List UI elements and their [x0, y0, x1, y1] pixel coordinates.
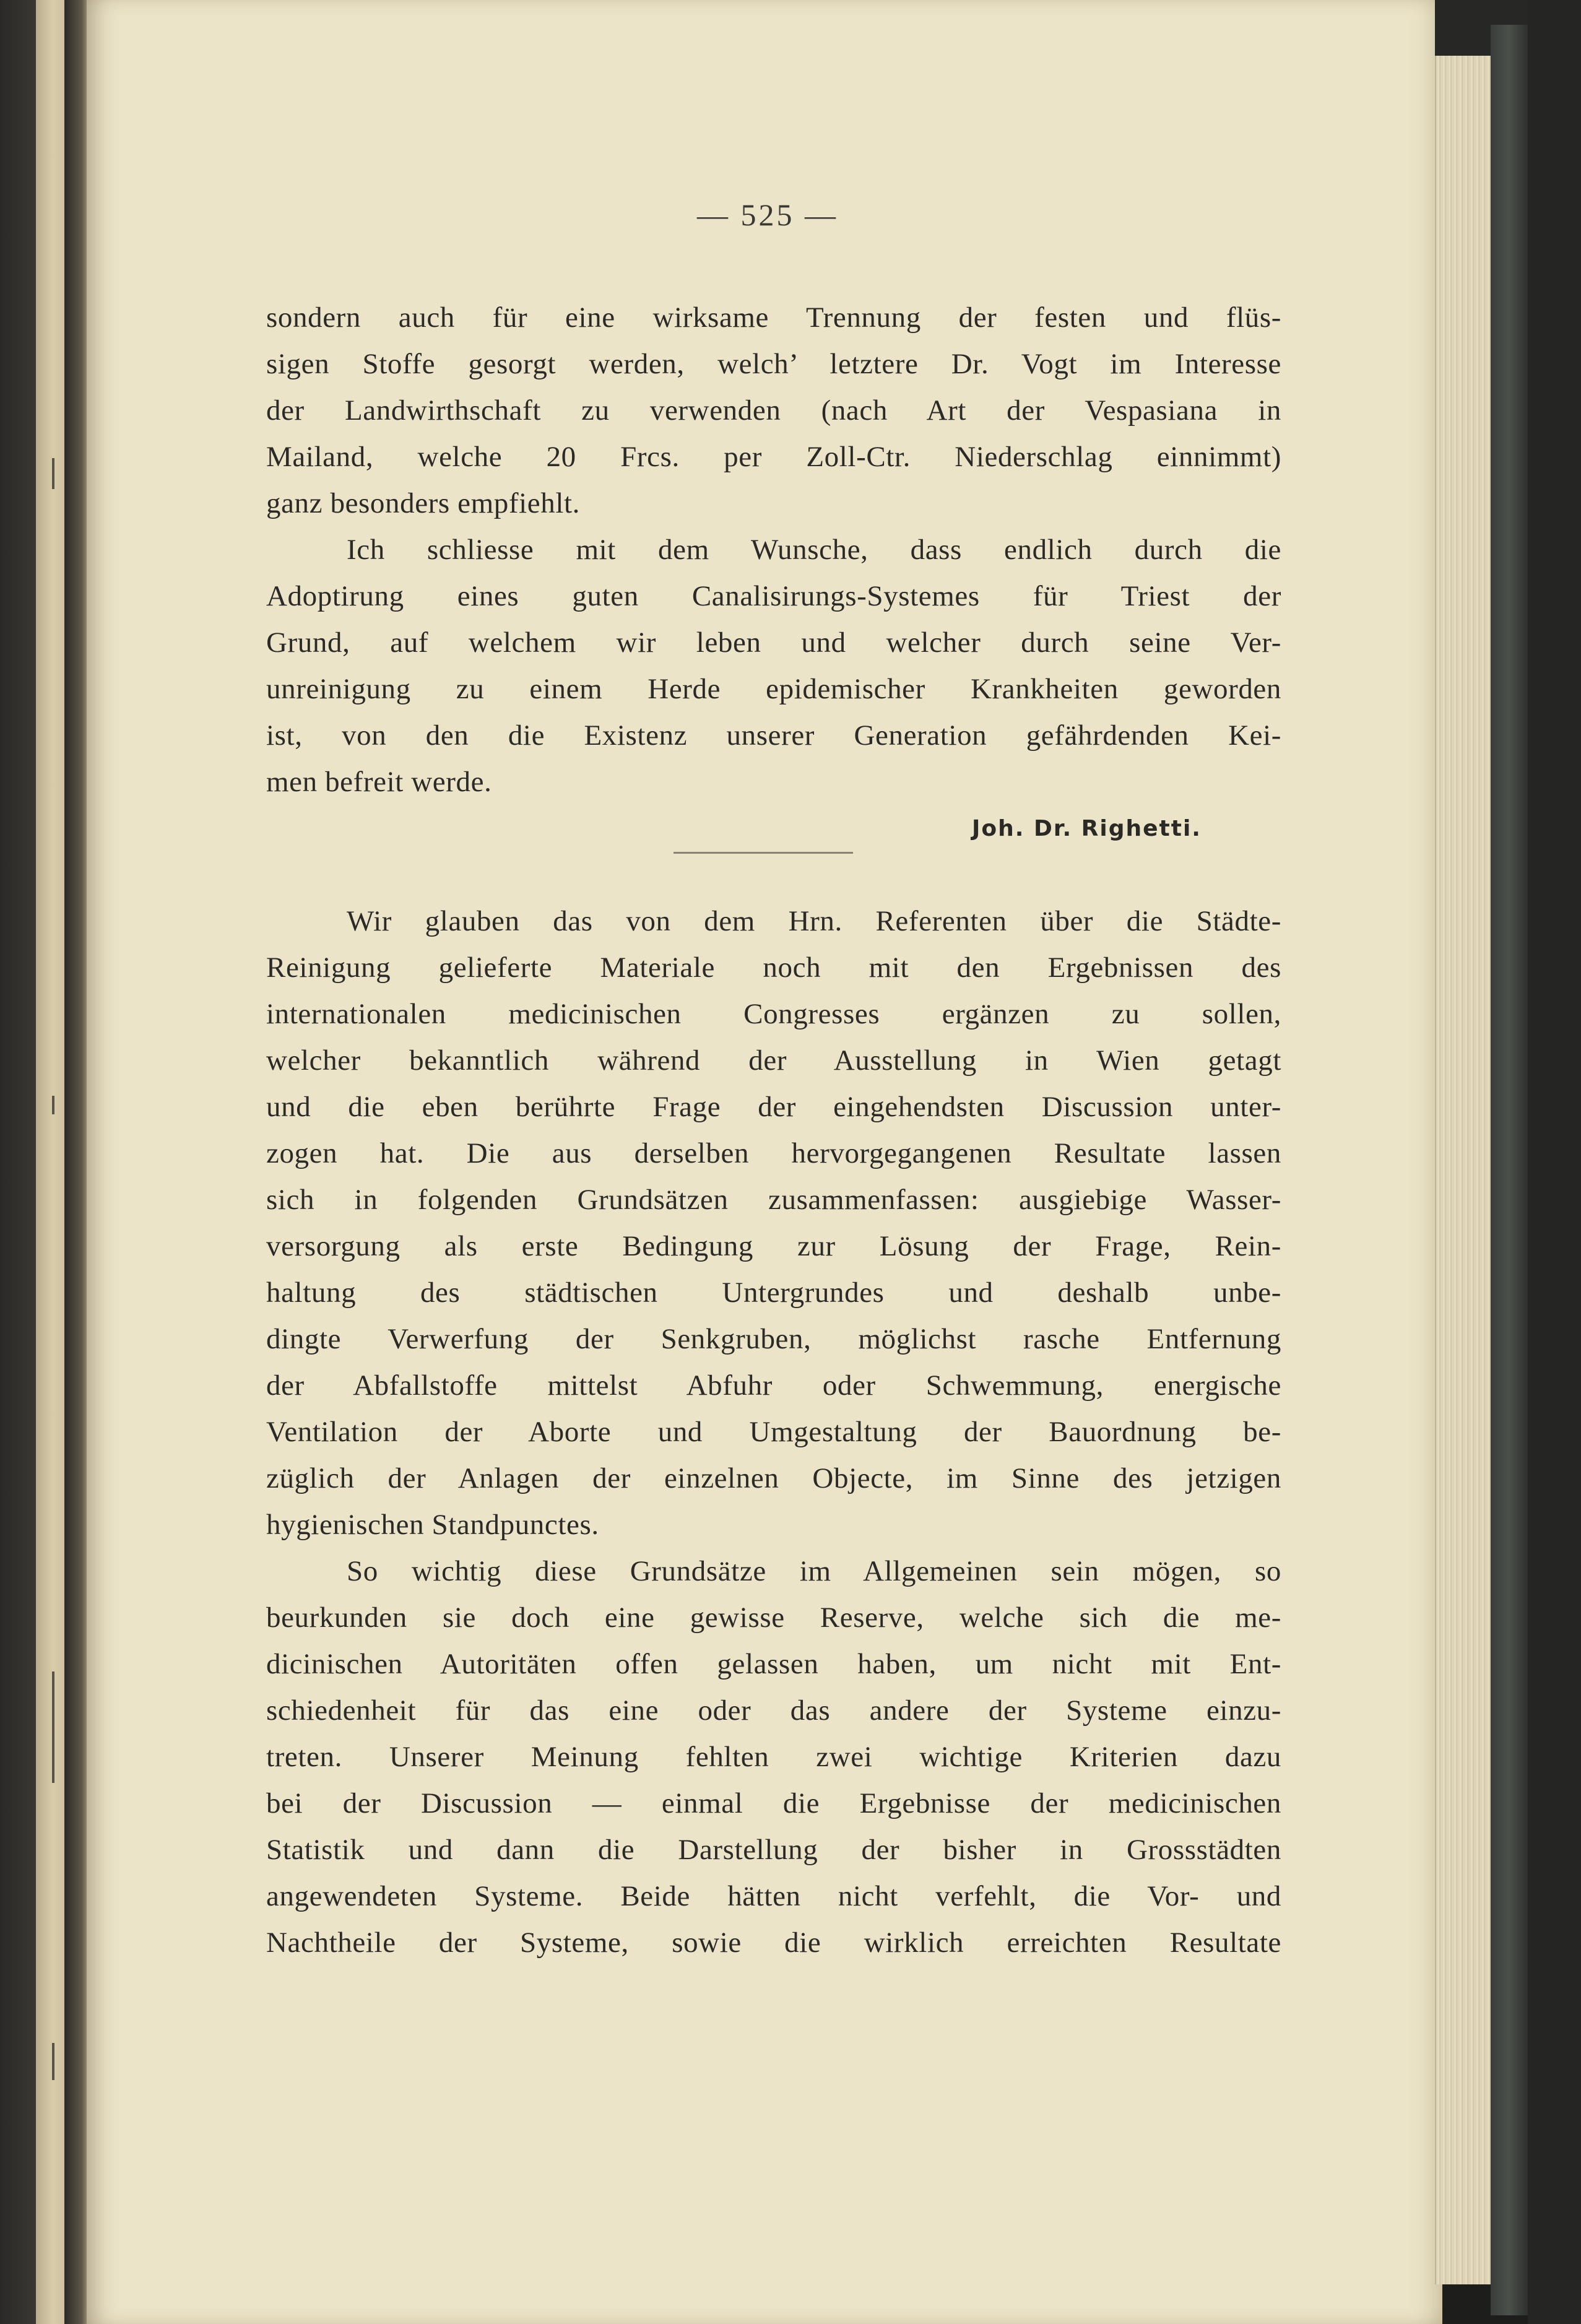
text-line: dicinischen Autoritäten offen gelassen haben, um nicht mit Ent- — [266, 1648, 1281, 1680]
text-line: Wir glauben das von dem Hrn. Referenten über die Städte- — [347, 905, 1281, 937]
text-line: bei der Discussion — einmal die Ergebnisse der medicinischen — [266, 1787, 1281, 1819]
text-line: und die eben berührte Frage der eingehendsten Discussion unter- — [266, 1091, 1281, 1123]
text-line: ganz besonders empfiehlt. — [266, 487, 581, 519]
text-line: Adoptirung eines guten Canalisirungs-Systemes für Triest der — [266, 580, 1281, 612]
text-line: schiedenheit für das eine oder das andere der Systeme einzu- — [266, 1694, 1281, 1727]
text-line: angewendeten Systeme. Beide hätten nicht verfehlt, die Vor- und — [266, 1880, 1281, 1912]
text-line: hygienischen Standpunctes. — [266, 1509, 599, 1541]
text-line: So wichtig diese Grundsätze im Allgemeinen sein mögen, so — [347, 1555, 1281, 1587]
gutter-shadow — [64, 0, 89, 2324]
text-line: versorgung als erste Bedingung zur Lösung der Frage, Rein- — [266, 1230, 1281, 1262]
text-line: Mailand, welche 20 Frcs. per Zoll-Ctr. Niederschlag einnimmt) — [266, 441, 1281, 473]
text-line: sondern auch für eine wirksame Trennung der festen und flüs- — [266, 301, 1281, 334]
text-line: Ventilation der Aborte und Umgestaltung der Bauordnung be- — [266, 1416, 1281, 1448]
text-line: dingte Verwerfung der Senkgruben, möglichst rasche Entfernung — [266, 1323, 1281, 1355]
text-line: treten. Unserer Meinung fehlten zwei wichtige Kriterien dazu — [266, 1741, 1281, 1773]
text-line: der Abfallstoffe mittelst Abfuhr oder Schwemmung, energische — [266, 1369, 1281, 1402]
author-signature: Joh. Dr. Righetti. — [972, 816, 1202, 841]
text-line: haltung des städtischen Untergrundes und deshalb unbe- — [266, 1277, 1281, 1309]
book-page — [87, 0, 1442, 2324]
text-line: der Landwirthschaft zu verwenden (nach Art der Vespasiana in — [266, 394, 1281, 427]
text-line: züglich der Anlagen der einzelnen Objecte, im Sinne des jetzigen — [266, 1462, 1281, 1494]
stacked-page-edges — [1435, 56, 1492, 2284]
text-line: ist, von den die Existenz unserer Generation gefährdenden Kei- — [266, 719, 1281, 752]
text-line: sich in folgenden Grundsätzen zusammenfassen: ausgiebige Wasser- — [266, 1184, 1281, 1216]
page-number: — 525 — — [697, 197, 838, 232]
text-line: welcher bekanntlich während der Ausstellung in Wien getagt — [266, 1044, 1281, 1077]
book-cover-edge — [1491, 25, 1528, 2315]
margin-mark — [52, 1671, 54, 1783]
text-line: beurkunden sie doch eine gewisse Reserve, welche sich die me- — [266, 1602, 1281, 1634]
text-line: men befreit werde. — [266, 766, 492, 798]
text-line: Reinigung gelieferte Materiale noch mit den Ergebnissen des — [266, 952, 1281, 984]
text-line: internationalen medicinischen Congresses ergänzen zu sollen, — [266, 998, 1281, 1030]
text-line: zogen hat. Die aus derselben hervorgegangenen Resultate lassen — [266, 1137, 1281, 1169]
right-dark-background — [1528, 0, 1581, 2324]
previous-page-edge — [36, 0, 64, 2324]
text-line: Nachtheile der Systeme, sowie die wirklich erreichten Resultate — [266, 1927, 1281, 1959]
text-line: Grund, auf welchem wir leben und welcher durch seine Ver- — [266, 627, 1281, 659]
text-line: Statistik und dann die Darstellung der bisher in Grossstädten — [266, 1834, 1281, 1866]
margin-mark — [52, 2043, 54, 2080]
text-line: sigen Stoffe gesorgt werden, welch’ letztere Dr. Vogt im Interesse — [266, 348, 1281, 380]
text-line: Ich schliesse mit dem Wunsche, dass endlich durch die — [347, 534, 1281, 566]
section-divider — [674, 852, 853, 854]
margin-mark — [52, 458, 54, 489]
margin-mark — [52, 1096, 54, 1114]
text-line: unreinigung zu einem Herde epidemischer Krankheiten geworden — [266, 673, 1281, 705]
left-margin-marks — [52, 0, 58, 2324]
